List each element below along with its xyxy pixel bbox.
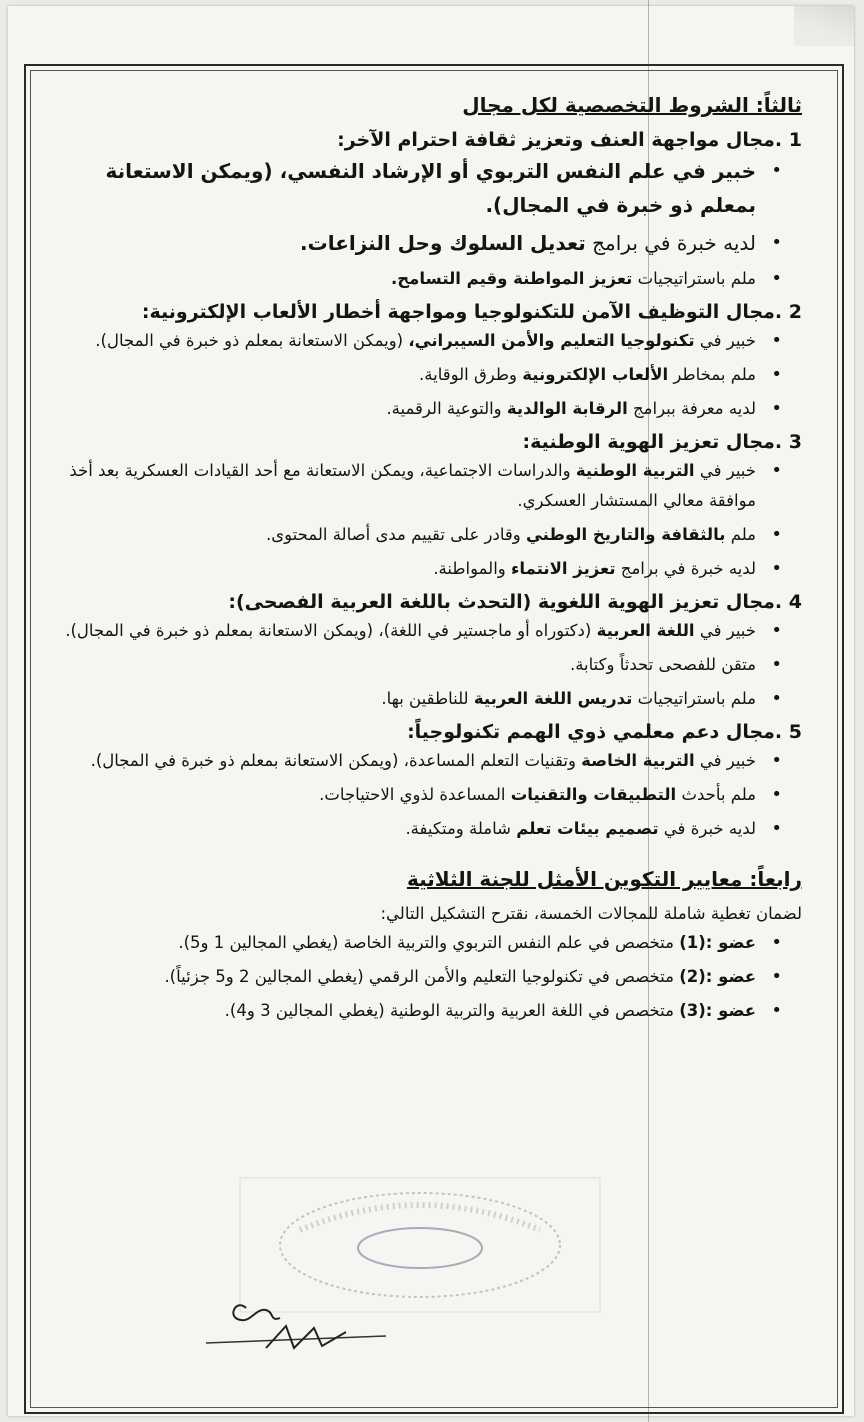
item-text-bold: التربية الخاصة [581,751,695,770]
domain-requirements-2 [62,326,802,424]
domain-title-2: 2 .مجال التوظيف الآمن للتكنولوجيا ومواجهة أخطار الألعاب الإلكترونية: [141,301,802,323]
committee-members-list [62,928,802,1026]
requirement-item [62,520,774,550]
page-corner-fold [794,6,854,46]
committee-member-1 [62,928,774,958]
requirement-item [62,554,774,584]
member-label: عضو :(3) [679,1001,756,1020]
domain-title-5: 5 .مجال دعم معلمي ذوي الهمم تكنولوجياً: [407,721,802,743]
item-text-bold: خبير في علم النفس التربوي أو الإرشاد النفسي، (ويمكن الاستعانة بمعلم ذو خبرة في المجال). [105,159,756,217]
requirement-item [62,226,774,260]
requirement-item [62,684,774,714]
item-text-after: وقادر على تقييم مدى أصالة المحتوى. [266,525,526,544]
item-text-bold: التطبيقات والتقنيات [510,785,677,804]
item-text-after: وطرق الوقاية. [419,365,523,384]
domain-title-3: 3 .مجال تعزيز الهوية الوطنية: [522,431,802,453]
item-text-before: ملم باستراتيجيات [632,689,756,708]
item-text-before: خبير في [694,331,756,350]
item-text-after: شاملة ومتكيفة. [405,819,517,838]
document-content [62,90,802,1030]
item-text-after: والتوعية الرقمية. [386,399,507,418]
requirement-item [62,394,774,424]
member-description: متخصص في تكنولوجيا التعليم والأمن الرقمي (يغطي المجالين 2 و5 جزئياً). [164,967,680,986]
item-text-bold: تعزيز المواطنة وقيم التسامح. [390,269,633,288]
item-text-bold: تصميم بيئات تعلم [516,819,659,838]
item-text-bold: التربية الوطنية [575,461,695,480]
member-description: متخصص في اللغة العربية والتربية الوطنية (يغطي المجالين 3 و4). [224,1001,680,1020]
domain-requirements-5 [62,746,802,844]
item-text-bold: تدريس اللغة العربية [473,689,633,708]
item-text-before: خبير في [694,461,756,480]
requirement-item [62,456,774,516]
section-4-intro: لضمان تغطية شاملة للمجالات الخمسة، نقترح التشكيل التالي: [380,904,802,923]
requirement-item [62,616,774,646]
item-text-bold: اللغة العربية [596,621,695,640]
item-text-after: (ويمكن الاستعانة بمعلم ذو خبرة في المجال). [95,331,409,350]
handwritten-signature [196,1288,396,1358]
requirement-item [62,154,774,222]
item-text-bold: بالثقافة والتاريخ الوطني [525,525,726,544]
domain-requirements-3 [62,456,802,584]
item-text-before: خبير في [694,621,756,640]
domain-requirements-4 [62,616,802,714]
item-text-bold: الألعاب الإلكترونية [522,365,669,384]
requirement-item [62,746,774,776]
member-label: عضو :(1) [679,933,756,952]
item-text-before: متقن للفصحى تحدثاً وكتابة. [569,655,756,674]
member-label: عضو :(2) [679,967,756,986]
item-text-before: لديه خبرة في برامج [615,559,756,578]
item-text-bold: تعزيز الانتماء [511,559,616,578]
domains-list [62,126,802,844]
domain-title-1: 1 .مجال مواجهة العنف وتعزيز ثقافة احترام الآخر: [337,129,802,151]
item-text-after: وتقنيات التعلم المساعدة، (ويمكن الاستعانة بمعلم ذو خبرة في المجال). [90,751,582,770]
domain-requirements-1 [62,154,802,294]
item-text-before: لديه خبرة في برامج [585,231,756,255]
item-text-after: للناطقين بها. [381,689,474,708]
member-description: متخصص في علم النفس التربوي والتربية الخاصة (يغطي المجالين 1 و5). [178,933,680,952]
item-text-bold: تكنولوجيا التعليم والأمن السيبراني، [408,331,695,350]
committee-member-2 [62,962,774,992]
requirement-item [62,360,774,390]
requirement-item [62,780,774,810]
requirement-item [62,814,774,844]
item-text-bold: الرقابة الوالدية [506,399,628,418]
requirement-item [62,650,774,680]
item-text-before: لديه خبرة في [658,819,756,838]
requirement-item [62,326,774,356]
section-4-title: رابعاً: معايير التكوين الأمثل للجنة الثلاثية [406,867,802,891]
item-text-before: ملم [725,525,756,544]
committee-member-3 [62,996,774,1026]
item-text-before: ملم بأحدث [676,785,756,804]
item-text-before: لديه معرفة ببرامج [627,399,756,418]
section-3-title: ثالثاً: الشروط التخصصية لكل مجال [462,93,802,117]
requirement-item [62,264,774,294]
item-text-after: والدراسات الاجتماعية، ويمكن الاستعانة مع أحد القيادات العسكرية بعد أخذ موافقة معالي المستشار العسكري. [69,461,756,510]
item-text-before: ملم بمخاطر [668,365,756,384]
domain-title-4: 4 .مجال تعزيز الهوية اللغوية (التحدث باللغة العربية الفصحى): [228,591,802,613]
item-text-before: خبير في [694,751,756,770]
item-text-after: والمواطنة. [433,559,511,578]
item-text-before: ملم باستراتيجيات [632,269,756,288]
item-text-after: المساعدة لذوي الاحتياجات. [319,785,511,804]
item-text-bold: تعديل السلوك وحل النزاعات. [300,231,586,255]
item-text-after: (دكتوراه أو ماجستير في اللغة)، (ويمكن الاستعانة بمعلم ذو خبرة في المجال). [65,621,597,640]
